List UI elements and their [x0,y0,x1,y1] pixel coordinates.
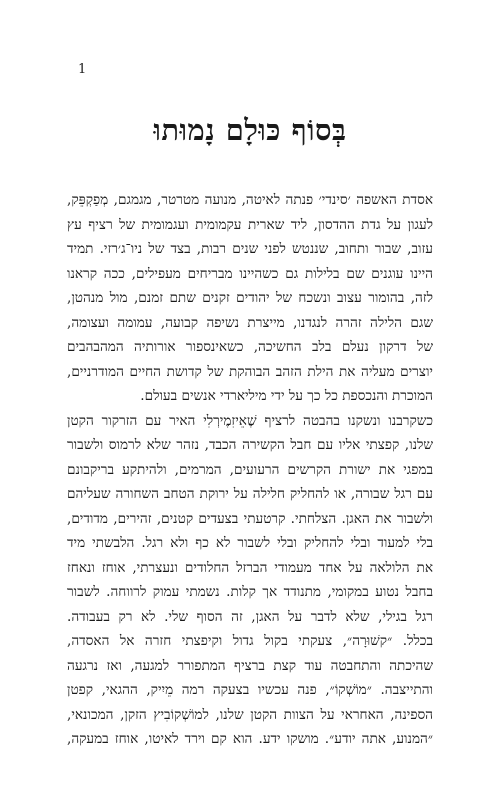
page-number: 1 [78,62,87,77]
text-line: לעגון על גדת ההדסון, ליד שארית עקמומית ועגמומית של רציף עץ [67,216,433,233]
text-line: אסדת האשפה ׳סינדי׳ פנתה לאיטה, מנועה מטרטר, מגמגם, מְפַקְפֵּק, [67,192,433,208]
text-line: ״המנוע, אתה יודע״. מושקו ידע. הוא קם וירד לאיטו, אוחז במעקה, [67,731,433,747]
text-line: בלי למעוד ובלי להחליק ובלי לשבור לא כף ולא רגל. הלבשתי מיד [67,535,433,551]
chapter-title: בְּסוֹף כּוּלָם נָמוּתוּ [153,113,347,147]
text-line: בחבל נטוע במקומי, מתנודד אך קלות. נשמתי עמוק לרווחה. לשבור [67,584,433,600]
text-line: והתייצבה. ״מוֹשְׁקוֹ״, פנה עכשיו בצעקה רמה מֵיִיק, ההגאי, קפטן [67,682,433,698]
text-line: לזה, בהומור עצוב ונשכח של יהודים זקנים שתם זמנם, מול מנהטן, [67,290,433,306]
text-line: המוכרת והנכספת כל כך על ידי מיליארדי אנשים בעולם. [140,388,433,404]
text-line: במפגי את ישורת הקרשים הרעועים, המרמים, ולהיתקע בריקבונם [67,461,433,478]
text-line: הספינה, האחראי על הצוות הקטן שלנו, למוֹשְׁקוֹבִיץ הזקן, המכונאי, [67,706,433,723]
text-line: שלנו, קפצתי אליו עם חבל הקשירה הכבד, נזהר שלא לרמוס ולשבור [67,437,433,453]
text-line: שגם הלילה זהרה לנגדנו, מייצרת נשיפה קבועה, עמומה ועצומה, [67,314,433,331]
text-line: רגל בגילי, שלא לדבר על האגן, זה הסוף שלי. לא רק בעבודה. [67,608,433,625]
text-line: יוצרים מעליה את הילת הזהב הבוהקת של קדושת החיים המודרניים, [67,363,433,380]
text-line: כשקרבנו ונשקנו בהבטה לרציף שֶׁאֵיזִמֶירְלִי האיר עם הזרקור הקטן [67,412,433,429]
text-line: את הלולאה על אחד מעמודי הברזל החלודים ונעצרתי, אוחז ונאחז [67,559,433,576]
text-line: שהיכתה והתחבטה עוד קצת ברציף המתפורר למגעה, ואז נרגעה [67,657,433,674]
text-line: של דרקון נעלם בלב החשיכה, כשאינספור אורותיה המהבהבים [67,339,433,355]
text-line: עם רגל שבורה, או להחליק חלילה על ירוקת הטחב השחורה שעליהם [67,486,433,502]
text-line: בכלל. ״קשׁוּרָה״, צעקתי בקול גדול וקיפצתי חזרה אל האסדה, [67,633,433,649]
text-line: עזוב, שבור ותחוב, שננטש לפני שנים רבות, בצד של ניו־ג׳רזי. תמיד [67,241,433,257]
text-line: היינו עוגנים שם בלילות גם כשהיינו מבריחים מעפילים, ככה קראנו [67,265,433,282]
body-text [67,188,433,752]
text-line: ולשבור את האגן. הצלחתי. קרטעתי בצעדים קטנים, זהירים, מדודים, [67,510,433,527]
